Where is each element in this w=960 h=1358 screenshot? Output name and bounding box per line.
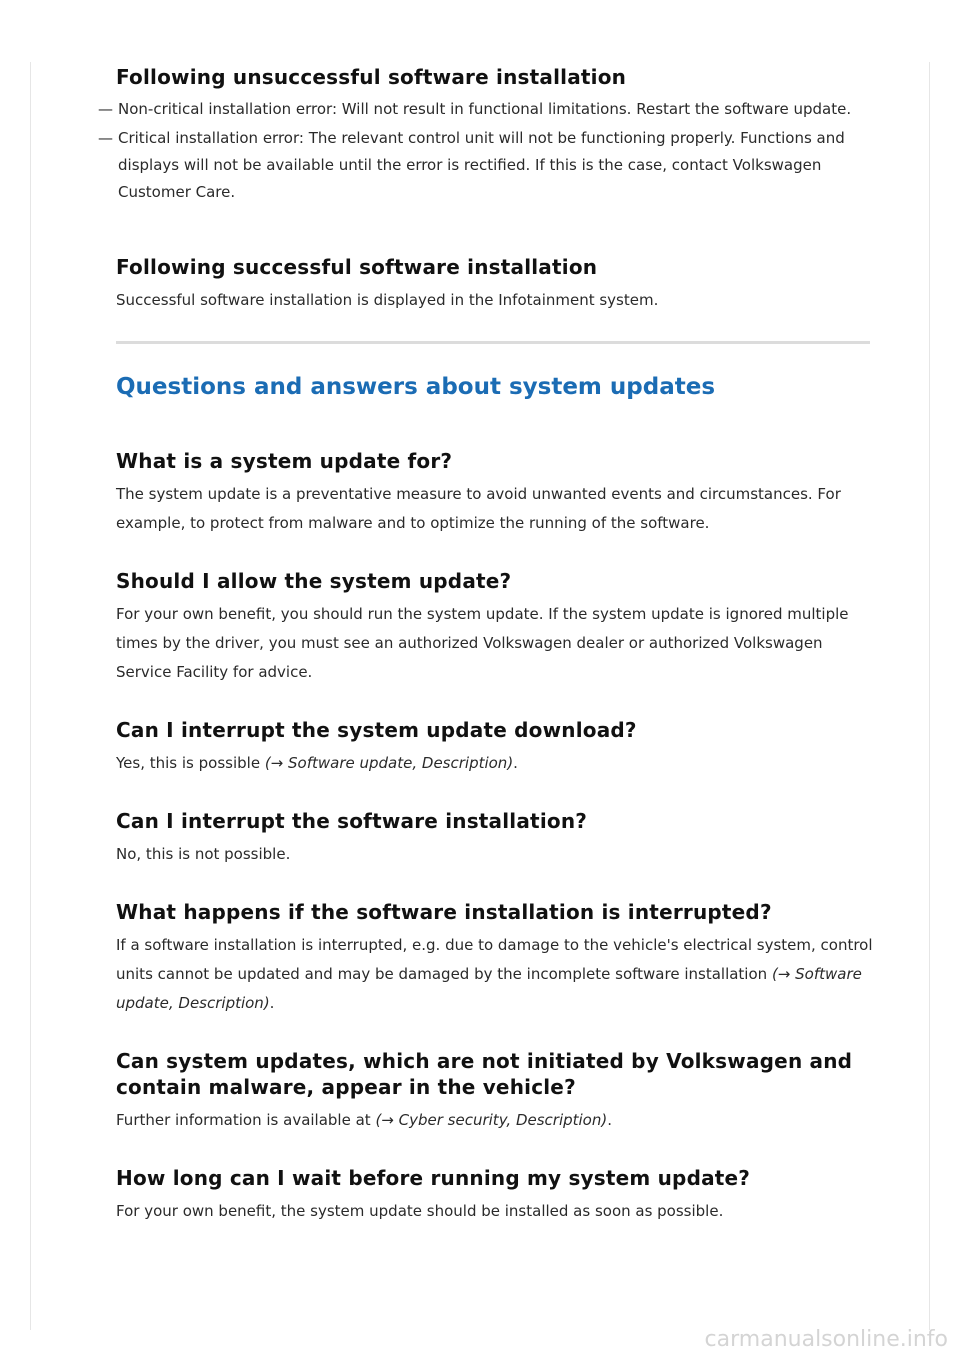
question-heading: Can I interrupt the software installation? [116,809,588,833]
list-item [98,125,876,206]
heading-successful-installation: Following successful software installation [116,255,598,279]
question-heading: Can I interrupt the system update download? [116,718,637,742]
answer-paragraph [116,1106,876,1135]
page-content [98,64,876,1226]
list-item-text: Non-critical installation error: Will not result in functional limitations. Restart the software update. [118,100,852,118]
heading-unsuccessful-installation: Following unsuccessful software installation [116,65,627,89]
cross-reference-link[interactable]: (→ Cyber security, Description) [375,1111,608,1129]
question-heading: Can system updates, which are not initiated by Volkswagen and contain malware, appear in the vehicle? [116,1049,853,1099]
answer-tail: . [607,1111,613,1129]
error-list [98,96,876,206]
dash-bullet: — [98,129,113,147]
question-heading: How long can I wait before running my system update? [116,1166,751,1190]
question-heading: What happens if the software installation is interrupted? [116,900,772,924]
answer-tail: . [513,754,518,772]
answer-text: If a software installation is interrupted, e.g. due to damage to the vehicle's electrical system, control units cannot be updated and may be damaged by the incomplete software installation [116,936,873,983]
list-item-text: Critical installation error: The relevant control unit will not be functioning properly. Functions and displays will not be available until the error is rectified. If this is the case, contact Volkswagen Customer Care. [118,129,845,201]
question-heading: Should I allow the system update? [116,569,512,593]
section-divider [116,341,870,344]
section-title: Questions and answers about system updates [116,374,716,400]
question-heading: What is a system update for? [116,449,453,473]
answer-text: Further information is available at [116,1111,376,1129]
answer-tail: . [269,994,275,1012]
watermark-text: carmanualsonline.info [704,1327,948,1352]
list-item [98,96,876,123]
cross-reference-link[interactable]: (→ Software update, Description) [264,754,514,772]
answer-paragraph: For your own benefit, you should run the system update. If the system update is ignored multiple times by the driver, you must see an authorized Volkswagen dealer or authorized Volkswagen Service Facility for advice. [116,605,849,681]
page-border-right [929,62,930,1330]
dash-bullet: — [98,100,113,118]
answer-paragraph: The system update is a preventative measure to avoid unwanted events and circumstances. For example, to protect from malware and to optimize the running of the software. [116,485,841,532]
answer-text: Yes, this is possible [116,754,265,772]
answer-paragraph [116,931,876,1018]
answer-paragraph: No, this is not possible. [116,845,291,863]
answer-paragraph [116,749,876,778]
cross-reference-link[interactable]: (→ Software update, Description) [116,965,862,1012]
answer-paragraph: For your own benefit, the system update should be installed as soon as possible. [116,1202,724,1220]
page-border-left [30,62,31,1330]
paragraph: Successful software installation is displayed in the Infotainment system. [116,291,659,309]
